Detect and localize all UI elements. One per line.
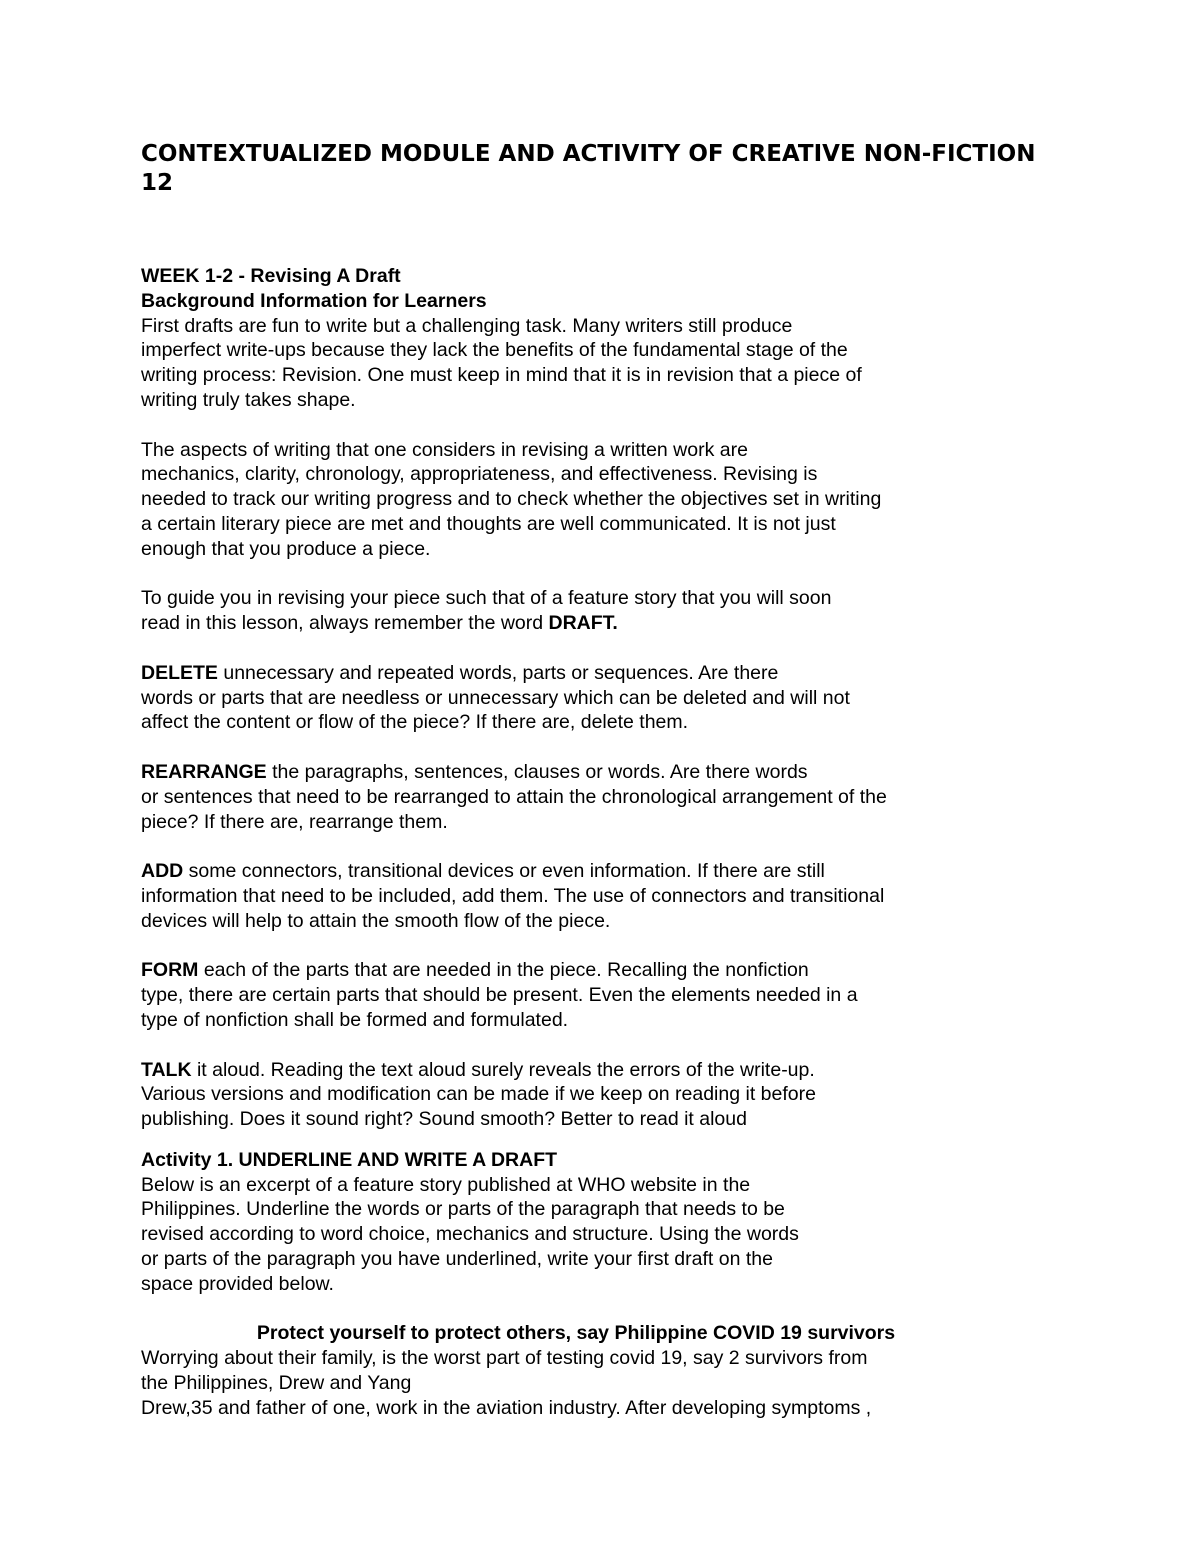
talk-keyword: TALK [141, 1058, 192, 1081]
talk-line: Various versions and modification can be made if we keep on reading it before [141, 1083, 816, 1106]
intro-line: imperfect write-ups because they lack the benefits of the fundamental stage of the [141, 339, 848, 362]
activity-section [141, 1148, 981, 1297]
intro-line: writing truly takes shape. [141, 388, 356, 411]
week-section [141, 264, 981, 413]
activity-line: Philippines. Underline the words or parts of the paragraph that needs to be [141, 1198, 785, 1221]
guide-line: To guide you in revising your piece such that of a feature story that you will soon [141, 587, 832, 610]
delete-line: words or parts that are needless or unnecessary which can be deleted and will not [141, 686, 850, 709]
activity-line: revised according to word choice, mechanics and structure. Using the words [141, 1223, 799, 1246]
title-line-2: 12 [141, 170, 174, 196]
talk-paragraph [141, 1058, 981, 1132]
add-paragraph [141, 859, 981, 933]
delete-line: affect the content or flow of the piece? If there are, delete them. [141, 711, 689, 734]
story-line: the Philippines, Drew and Yang [141, 1372, 412, 1395]
guide-text: read in this lesson, always remember the word [141, 612, 549, 635]
title-line-1: CONTEXTUALIZED MODULE AND ACTIVITY OF CREATIVE NON-FICTION [141, 141, 1036, 167]
document-title [141, 140, 1036, 198]
rearrange-text: the paragraphs, sentences, clauses or words. Are there words [266, 760, 808, 783]
aspects-paragraph [141, 438, 981, 562]
aspects-line: mechanics, clarity, chronology, appropriateness, and effectiveness. Revising is [141, 463, 818, 486]
story-line: Worrying about their family, is the worst part of testing covid 19, say 2 survivors from [141, 1347, 868, 1370]
talk-text: it aloud. Reading the text aloud surely reveals the errors of the write-up. [191, 1058, 815, 1081]
aspects-line: The aspects of writing that one considers in revising a written work are [141, 438, 748, 461]
document-content [141, 140, 1036, 1421]
form-text: each of the parts that are needed in the piece. Recalling the nonfiction [198, 959, 809, 982]
talk-line: publishing. Does it sound right? Sound smooth? Better to read it aloud [141, 1108, 747, 1131]
aspects-line: enough that you produce a piece. [141, 537, 431, 560]
form-line: type of nonfiction shall be formed and formulated. [141, 1008, 569, 1031]
form-keyword: FORM [141, 959, 199, 982]
guide-line [141, 611, 981, 636]
form-line: type, there are certain parts that should be present. Even the elements needed in a [141, 984, 858, 1007]
aspects-line: needed to track our writing progress and to check whether the objectives set in writing [141, 488, 882, 511]
add-text: some connectors, transitional devices or even information. If there are still [183, 860, 825, 883]
rearrange-line: or sentences that need to be rearranged to attain the chronological arrangement of the [141, 785, 887, 808]
activity-line: or parts of the paragraph you have underlined, write your first draft on the [141, 1248, 773, 1271]
delete-paragraph [141, 661, 981, 735]
story-excerpt [141, 1321, 981, 1420]
activity-line: Below is an excerpt of a feature story published at WHO website in the [141, 1173, 751, 1196]
story-title: Protect yourself to protect others, say Philippine COVID 19 survivors [256, 1322, 896, 1345]
background-heading: Background Information for Learners [141, 289, 487, 312]
rearrange-paragraph [141, 760, 981, 834]
add-line: information that need to be included, add them. The use of connectors and transitional [141, 884, 885, 907]
add-keyword: ADD [141, 860, 184, 883]
story-line: Drew,35 and father of one, work in the aviation industry. After developing symptoms , [141, 1396, 872, 1419]
activity-heading: Activity 1. UNDERLINE AND WRITE A DRAFT [141, 1148, 558, 1171]
add-line: devices will help to attain the smooth flow of the piece. [141, 909, 611, 932]
rearrange-keyword: REARRANGE [141, 760, 267, 783]
intro-line: First drafts are fun to write but a challenging task. Many writers still produce [141, 314, 793, 337]
week-heading: WEEK 1-2 - Revising A Draft [141, 265, 401, 287]
activity-line: space provided below. [141, 1272, 334, 1295]
delete-keyword: DELETE [141, 661, 218, 684]
aspects-line: a certain literary piece are met and thoughts are well communicated. It is not just [141, 512, 836, 535]
rearrange-line: piece? If there are, rearrange them. [141, 810, 448, 833]
form-paragraph [141, 958, 981, 1032]
guide-paragraph [141, 586, 981, 636]
delete-text: unnecessary and repeated words, parts or sequences. Are there [217, 661, 779, 684]
intro-line: writing process: Revision. One must keep in mind that it is in revision that a piece of [141, 364, 862, 387]
draft-keyword: DRAFT. [548, 612, 618, 635]
